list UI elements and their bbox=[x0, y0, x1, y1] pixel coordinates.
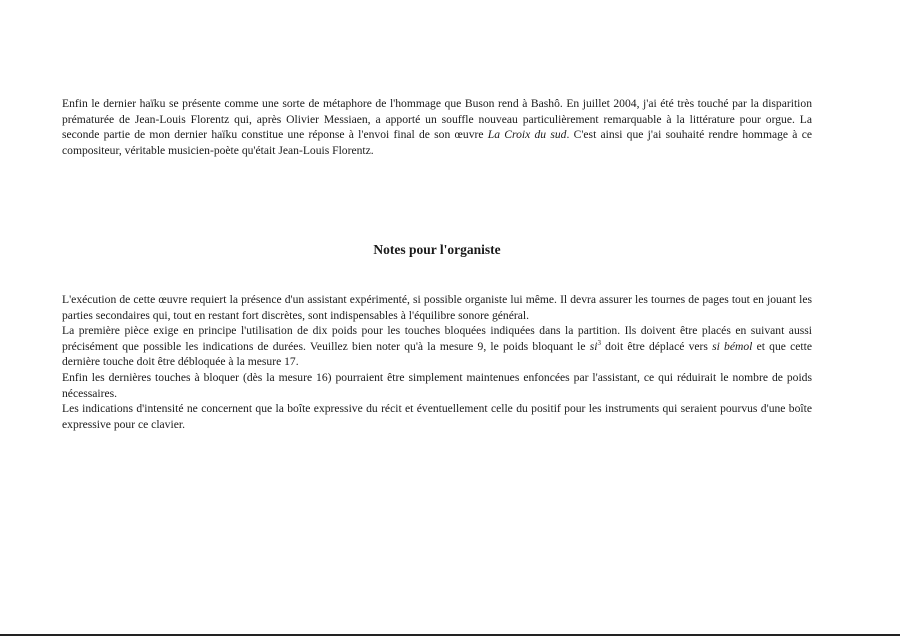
note-si-bemol: si bémol bbox=[712, 339, 753, 353]
notes-paragraph-2 bbox=[62, 323, 812, 370]
note-si: si bbox=[589, 339, 598, 353]
notes-paragraph-3: Enfin les dernières touches à bloquer (dès la mesure 16) pourraient être simplement maintenues enfoncées par l'assistant, ce qui réduirait le nombre de poids nécessaires. bbox=[62, 370, 812, 400]
intro-paragraph bbox=[62, 96, 812, 158]
notes-paragraph-2-text-b: doit être déplacé vers bbox=[600, 339, 713, 353]
notes-paragraph-4: Les indications d'intensité ne concernent que la boîte expressive du récit et éventuellement celle du positif pour les instruments qui seraient pourvus d'une boîte expressive pour ce clavier. bbox=[62, 402, 812, 431]
notes-paragraph-1: L'exécution de cette œuvre requiert la présence d'un assistant expérimenté, si possible organiste lui même. Il devra assurer les tournes de pages tout en jouant les parties secondaires qui, tout en restant fort discrètes, sont indispensables à l'équilibre sonore général. bbox=[62, 293, 812, 322]
work-title: La Croix du sud bbox=[487, 128, 567, 142]
section-heading: Notes pour l'organiste bbox=[373, 242, 501, 257]
notes-section bbox=[62, 292, 812, 432]
notes-paragraph-2-text-c: et que cette dernière touche doit être débloquée à la mesure 17. bbox=[62, 339, 812, 369]
octave-superscript: 3 bbox=[597, 338, 601, 347]
intro-text-part2: . C'est ainsi que j'ai souhaité rendre hommage à ce compositeur, véritable musicien-poète qu'était Jean-Louis Florentz. bbox=[62, 128, 812, 157]
notes-paragraph-2-text-a: La première pièce exige en principe l'utilisation de dix poids pour les touches bloquées indiquées dans la partition. Ils doivent être placés en suivant aussi précisément que possible les indications de durées. Veuillez bien noter qu'à la mesure 9, le poids bloquant le bbox=[62, 324, 812, 353]
intro-text-part1: Enfin le dernier haïku se présente comme une sorte de métaphore de l'hommage que Buson rend à Bashô. En juillet 2004, j'ai été très touché par la disparition prématurée de Jean-Louis Florentz qui, après Olivier Messiaen, a apporté un souffle nouveau particulièrement remarquable à la littérature pour orgue. La seconde partie de mon dernier haïku constitue une réponse à l'envoi final de son œuvre bbox=[62, 97, 812, 142]
